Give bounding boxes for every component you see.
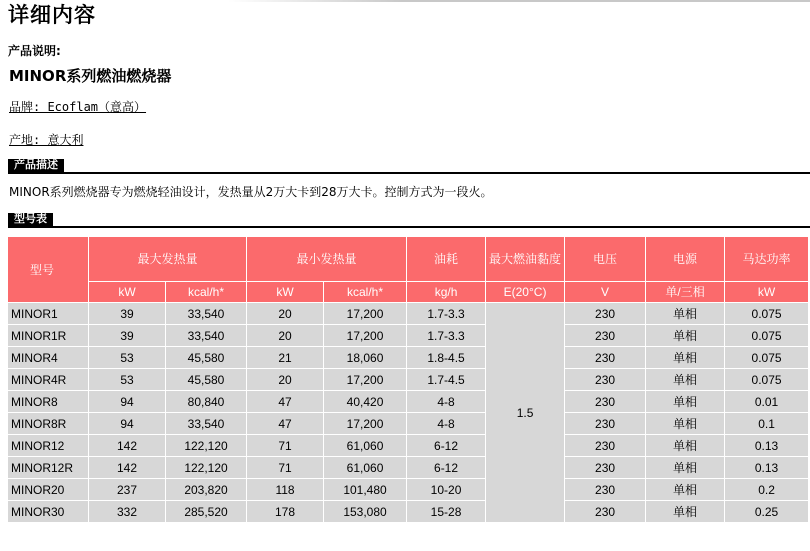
cell-power: 单相 xyxy=(646,413,724,434)
cell-voltage: 230 xyxy=(565,457,645,478)
cell-min-kw: 178 xyxy=(247,501,323,522)
cell-power: 单相 xyxy=(646,435,724,456)
cell-max-kw: 94 xyxy=(89,413,165,434)
cell-model: MINOR1 xyxy=(8,303,88,324)
product-name: MINOR系列燃油燃烧器 xyxy=(9,67,172,85)
table-row xyxy=(8,435,808,456)
cell-min-kcal: 17,200 xyxy=(324,369,406,390)
table-unit-row xyxy=(8,282,808,302)
header-model: 型号 xyxy=(8,237,88,302)
product-description-label: 产品说明: xyxy=(8,44,61,58)
cell-power: 单相 xyxy=(646,369,724,390)
cell-oil: 6-12 xyxy=(407,457,485,478)
cell-motor: 0.13 xyxy=(725,435,808,456)
cell-motor: 0.075 xyxy=(725,325,808,346)
unit-min-kw: kW xyxy=(247,282,323,302)
cell-power: 单相 xyxy=(646,457,724,478)
cell-voltage: 230 xyxy=(565,435,645,456)
cell-max-kcal: 203,820 xyxy=(166,479,246,500)
section-divider-models xyxy=(8,226,810,228)
table-header-row xyxy=(8,237,808,281)
cell-motor: 0.13 xyxy=(725,457,808,478)
cell-max-kw: 53 xyxy=(89,369,165,390)
cell-max-kw: 39 xyxy=(89,303,165,324)
cell-power: 单相 xyxy=(646,325,724,346)
cell-model: MINOR1R xyxy=(8,325,88,346)
cell-min-kcal: 17,200 xyxy=(324,325,406,346)
cell-oil: 1.7-3.3 xyxy=(407,325,485,346)
cell-max-kw: 142 xyxy=(89,435,165,456)
cell-voltage: 230 xyxy=(565,479,645,500)
cell-min-kcal: 153,080 xyxy=(324,501,406,522)
cell-max-kcal: 33,540 xyxy=(166,303,246,324)
cell-power: 单相 xyxy=(646,391,724,412)
cell-voltage: 230 xyxy=(565,391,645,412)
cell-min-kw: 20 xyxy=(247,303,323,324)
cell-power: 单相 xyxy=(646,479,724,500)
cell-model: MINOR8R xyxy=(8,413,88,434)
unit-motor: kW xyxy=(725,282,808,302)
cell-power: 单相 xyxy=(646,501,724,522)
unit-max-kw: kW xyxy=(89,282,165,302)
cell-voltage: 230 xyxy=(565,369,645,390)
cell-max-kw: 332 xyxy=(89,501,165,522)
unit-min-kcal: kcal/h* xyxy=(324,282,406,302)
section-label-models: 型号表 xyxy=(8,213,53,227)
unit-voltage: V xyxy=(565,282,645,302)
section-label-description: 产品描述 xyxy=(8,159,64,173)
brand-line: 品牌: Ecoflam（意高） xyxy=(9,100,147,114)
cell-model: MINOR20 xyxy=(8,479,88,500)
header-min-heat: 最小发热量 xyxy=(247,237,406,281)
cell-max-kw: 94 xyxy=(89,391,165,412)
cell-power: 单相 xyxy=(646,303,724,324)
table-row xyxy=(8,413,808,434)
cell-min-kcal: 18,060 xyxy=(324,347,406,368)
model-spec-table xyxy=(7,236,809,523)
cell-max-kcal: 122,120 xyxy=(166,435,246,456)
cell-oil: 15-28 xyxy=(407,501,485,522)
section-divider-description xyxy=(8,172,810,174)
unit-viscosity: E(20°C) xyxy=(486,282,564,302)
cell-min-kw: 71 xyxy=(247,457,323,478)
cell-max-kcal: 45,580 xyxy=(166,369,246,390)
cell-min-kw: 47 xyxy=(247,391,323,412)
cell-voltage: 230 xyxy=(565,325,645,346)
cell-min-kw: 71 xyxy=(247,435,323,456)
page-title: 详细内容 xyxy=(8,3,96,27)
cell-model: MINOR30 xyxy=(8,501,88,522)
cell-voltage: 230 xyxy=(565,501,645,522)
cell-motor: 0.01 xyxy=(725,391,808,412)
header-power-supply: 电源 xyxy=(646,237,724,281)
cell-voltage: 230 xyxy=(565,303,645,324)
cell-max-kcal: 80,840 xyxy=(166,391,246,412)
cell-max-kcal: 122,120 xyxy=(166,457,246,478)
cell-power: 单相 xyxy=(646,347,724,368)
cell-min-kw: 20 xyxy=(247,325,323,346)
cell-voltage: 230 xyxy=(565,347,645,368)
cell-max-kcal: 33,540 xyxy=(166,413,246,434)
cell-max-kcal: 33,540 xyxy=(166,325,246,346)
cell-max-kcal: 285,520 xyxy=(166,501,246,522)
cell-max-kw: 39 xyxy=(89,325,165,346)
cell-min-kcal: 17,200 xyxy=(324,413,406,434)
header-voltage: 电压 xyxy=(565,237,645,281)
cell-min-kcal: 101,480 xyxy=(324,479,406,500)
table-row xyxy=(8,457,808,478)
cell-motor: 0.2 xyxy=(725,479,808,500)
cell-min-kw: 47 xyxy=(247,413,323,434)
cell-voltage: 230 xyxy=(565,413,645,434)
unit-power: 单/三相 xyxy=(646,282,724,302)
header-motor-power: 马达功率 xyxy=(725,237,808,281)
cell-max-kw: 237 xyxy=(89,479,165,500)
header-oil-consumption: 油耗 xyxy=(407,237,485,281)
cell-oil: 1.7-3.3 xyxy=(407,303,485,324)
cell-min-kcal: 17,200 xyxy=(324,303,406,324)
table-row xyxy=(8,391,808,412)
cell-model: MINOR12 xyxy=(8,435,88,456)
table-row xyxy=(8,347,808,368)
unit-oil: kg/h xyxy=(407,282,485,302)
cell-min-kw: 118 xyxy=(247,479,323,500)
cell-motor: 0.25 xyxy=(725,501,808,522)
table-body xyxy=(8,303,808,522)
header-max-heat: 最大发热量 xyxy=(89,237,246,281)
table-row xyxy=(8,325,808,346)
cell-motor: 0.075 xyxy=(725,347,808,368)
cell-min-kcal: 61,060 xyxy=(324,435,406,456)
cell-model: MINOR4R xyxy=(8,369,88,390)
cell-oil: 4-8 xyxy=(407,391,485,412)
cell-oil: 4-8 xyxy=(407,413,485,434)
description-text: MINOR系列燃烧器专为燃烧轻油设计，发热量从2万大卡到28万大卡。控制方式为一段火。 xyxy=(9,185,493,199)
cell-min-kw: 20 xyxy=(247,369,323,390)
origin-line: 产地: 意大利 xyxy=(9,133,84,147)
cell-oil: 1.7-4.5 xyxy=(407,369,485,390)
cell-min-kw: 21 xyxy=(247,347,323,368)
table-row xyxy=(8,479,808,500)
cell-min-kcal: 61,060 xyxy=(324,457,406,478)
cell-oil: 1.8-4.5 xyxy=(407,347,485,368)
cell-model: MINOR8 xyxy=(8,391,88,412)
table-row xyxy=(8,369,808,390)
table-row xyxy=(8,303,808,324)
top-divider xyxy=(228,0,810,2)
cell-max-kw: 53 xyxy=(89,347,165,368)
unit-max-kcal: kcal/h* xyxy=(166,282,246,302)
cell-motor: 0.1 xyxy=(725,413,808,434)
table-row xyxy=(8,501,808,522)
header-max-viscosity: 最大燃油黏度 xyxy=(486,237,564,281)
cell-min-kcal: 40,420 xyxy=(324,391,406,412)
cell-oil: 10-20 xyxy=(407,479,485,500)
cell-model: MINOR4 xyxy=(8,347,88,368)
cell-max-kw: 142 xyxy=(89,457,165,478)
cell-max-kcal: 45,580 xyxy=(166,347,246,368)
cell-viscosity: 1.5 xyxy=(486,303,564,522)
cell-motor: 0.075 xyxy=(725,369,808,390)
cell-model: MINOR12R xyxy=(8,457,88,478)
cell-oil: 6-12 xyxy=(407,435,485,456)
cell-motor: 0.075 xyxy=(725,303,808,324)
